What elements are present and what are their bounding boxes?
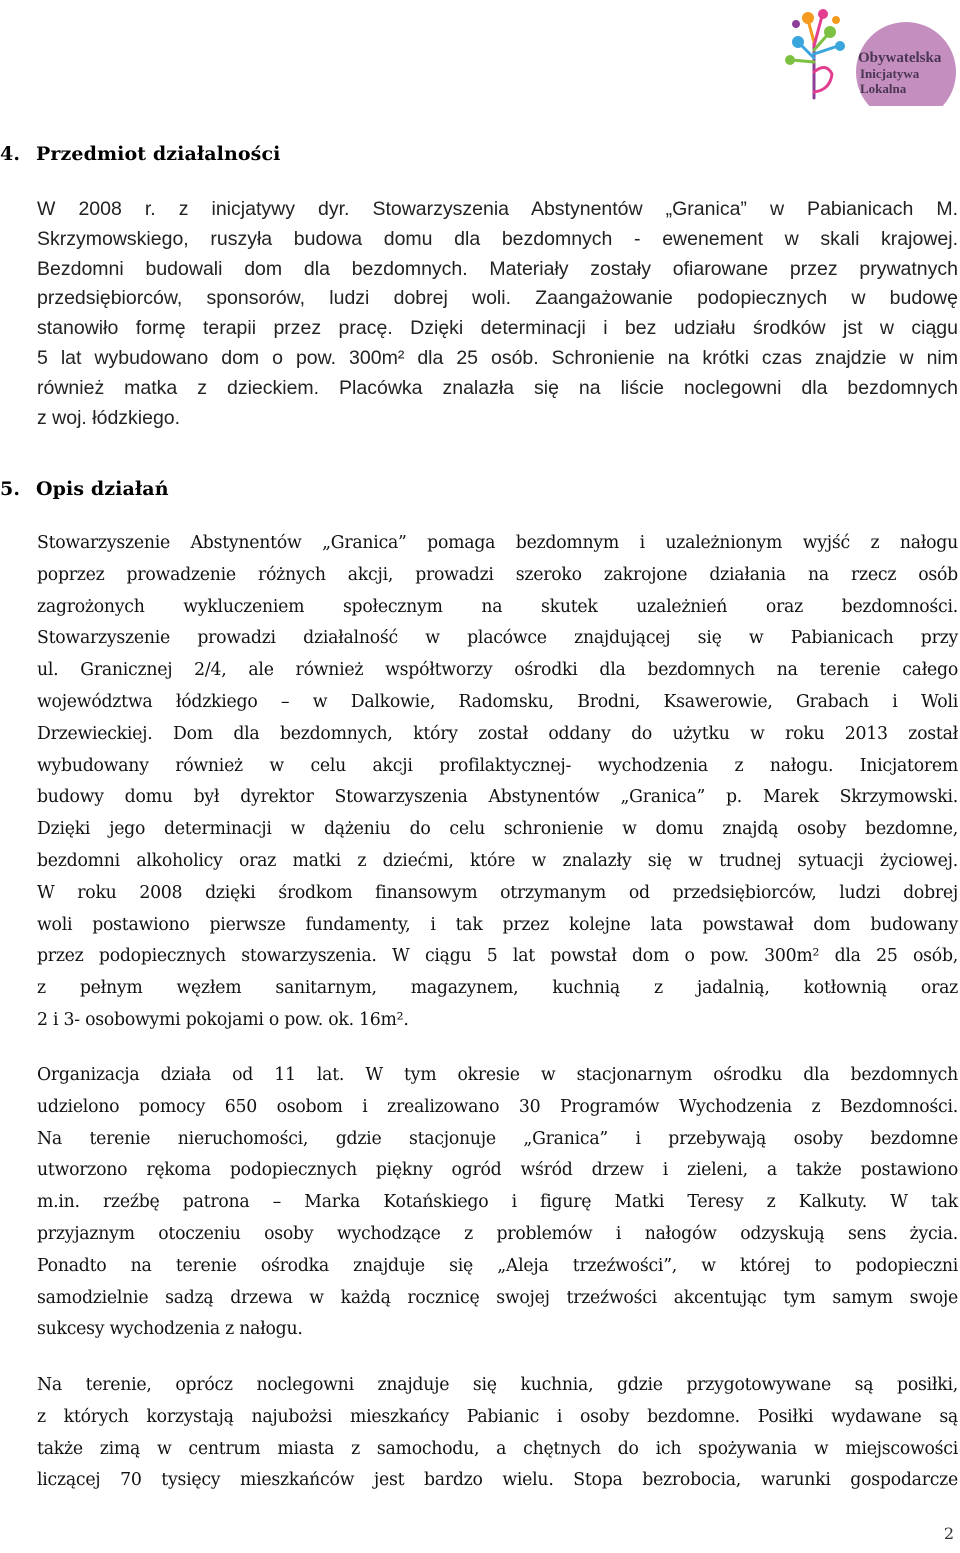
section-5-title: Opis działań [36, 478, 169, 500]
text-line: utworzono rękoma podopiecznych piękny ogród wśród drzew i zieleni, a także postawiono [37, 1160, 958, 1181]
section-4-number: 4. [0, 143, 21, 165]
text-line: m.in. rzeźbę patrona – Marka Kotańskiego i figurę Matki Teresy z Kalkuty. W tak [37, 1192, 958, 1213]
text-line: samodzielnie sadzą drzewa w każdą rocznicę swojej trzeźwości akcentując tym samym swoje [37, 1287, 958, 1308]
logo-text-line2: Inicjatywa [860, 66, 920, 81]
text-line: Skrzymowskiego, ruszyła budowa domu dla bezdomnych - ewenement w skali krajowej. [37, 227, 958, 250]
page-number: 2 [943, 1524, 954, 1543]
text-line: 2 i 3- osobowymi pokojami o pow. ok. 16m². [37, 1009, 409, 1030]
text-line: W 2008 r. z inicjatywy dyr. Stowarzyszenia Abstynentów „Granica” w Pabianicach M. [37, 198, 958, 220]
text-line: Stowarzyszenie Abstynentów „Granica” pomaga bezdomnym i uzależnionym wyjść z nałogu [37, 533, 958, 553]
text-line: 5 lat wybudowano dom o pow. 300m² dla 25 osób. Schronienie na krótki czas znajdzie w nim [37, 346, 958, 369]
text-line: Organizacja działa od 11 lat. W tym okresie w stacjonarnym ośrodku dla bezdomnych [37, 1065, 958, 1085]
text-line: wybudowany również w celu akcji profilaktycznej- wychodzenia z nałogu. Inicjatorem [37, 755, 958, 776]
text-line: zagrożonych wykluczeniem społecznym na skutek uzależnień oraz bezdomności. [37, 596, 958, 617]
text-line: Drzewieckiej. Dom dla bezdomnych, który został oddany do użytku w roku 2013 został [37, 723, 958, 744]
text-line: Ponadto na terenie ośrodka znajduje się „Aleja trzeźwości”, w której to podopieczni [37, 1255, 958, 1276]
section-5-paragraph-3 [37, 1370, 958, 1497]
text-line: województwa łódzkiego – w Dalkowie, Radomsku, Brodni, Ksawerowie, Grabach i Woli [37, 691, 958, 712]
section-5-paragraph-1 [37, 528, 958, 1037]
section-5-number: 5. [0, 478, 21, 500]
logo-text-line1: Obywatelska [858, 50, 942, 66]
text-line: z pełnym węzłem sanitarnym, magazynem, kuchnią z jadalnią, kotłownią oraz [37, 978, 958, 999]
text-line: budowy domu był dyrektor Stowarzyszenia Abstynentów „Granica” p. Marek Skrzymowski. [37, 787, 958, 808]
section-4-heading [0, 143, 280, 165]
text-line: udzielono pomocy 650 osobom i zrealizowano 30 Programów Wychodzenia z Bezdomności. [37, 1096, 958, 1117]
text-line: ul. Granicznej 2/4, ale również współtworzy ośrodki dla bezdomnych na terenie całego [37, 660, 958, 681]
logo [778, 2, 956, 106]
section-4-title: Przedmiot działalności [36, 143, 281, 165]
section-4-paragraph [37, 195, 958, 433]
text-line: Dzięki jego determinacji w dążeniu do celu schronienie w domu znajdą osoby bezdomne, [37, 819, 958, 840]
section-5-paragraph-2 [37, 1060, 958, 1346]
text-line: poprzez prowadzenie różnych akcji, prowadzi szeroko zakrojone działania na rzecz osób [37, 564, 958, 585]
text-line: również matka z dzieckiem. Placówka znalazła się na liście noclegowni dla bezdomnych [37, 376, 958, 399]
text-line: liczącej 70 tysięcy mieszkańców jest bardzo wielu. Stopa bezrobocia, warunki gospodarcze [37, 1470, 958, 1491]
section-5-heading [0, 478, 169, 500]
text-line: przez podopiecznych stowarzyszenia. W ciągu 5 lat powstał dom o pow. 300m² dla 25 osób, [37, 946, 958, 967]
logo-tree-icon [785, 9, 845, 98]
text-line: z których korzystają najubożsi mieszkańcy Pabianic i osoby bezdomne. Posiłki wydawane są [37, 1406, 958, 1427]
text-line: Na terenie nieruchomości, gdzie stacjonuje „Granica” i przebywają osoby bezdomne [37, 1128, 958, 1149]
text-line: W roku 2008 dzięki środkom finansowym otrzymanym od przedsiębiorców, ludzi dobrej [37, 882, 958, 903]
text-line: sukcesy wychodzenia z nałogu. [37, 1319, 303, 1340]
text-line: bezdomni alkoholicy oraz matki z dziećmi, które w znalazły się w trudnej sytuacji życiowej. [37, 850, 958, 871]
text-line: Bezdomni budowali dom dla bezdomnych. Materiały zostały ofiarowane przez prywatnych [37, 257, 958, 280]
text-line: z woj. łódzkiego. [37, 406, 181, 429]
text-line: także zimą w centrum miasta z samochodu, a chętnych do ich spożywania w miejscowości [37, 1438, 958, 1459]
text-line: przedsiębiorców, sponsorów, ludzi dobrej woli. Zaangażowanie podopiecznych w budowę [37, 287, 958, 310]
logo-text-line3: Lokalna [860, 81, 907, 96]
text-line: woli postawiono pierwsze fundamenty, i tak przez kolejne lata powstawał dom budowany [37, 914, 958, 935]
text-line: Na terenie, oprócz noclegowni znajduje się kuchnia, gdzie przygotowywane są posiłki, [37, 1375, 958, 1395]
text-line: przyjaznym otoczeniu osoby wychodzące z problemów i nałogów odzyskują sens życia. [37, 1223, 958, 1244]
text-line: Stowarzyszenie prowadzi działalność w placówce znajdującej się w Pabianicach przy [37, 628, 958, 649]
text-line: stanowiło formę terapii przez pracę. Dzięki determinacji i bez udziału środków jst w ciągu [37, 317, 958, 340]
